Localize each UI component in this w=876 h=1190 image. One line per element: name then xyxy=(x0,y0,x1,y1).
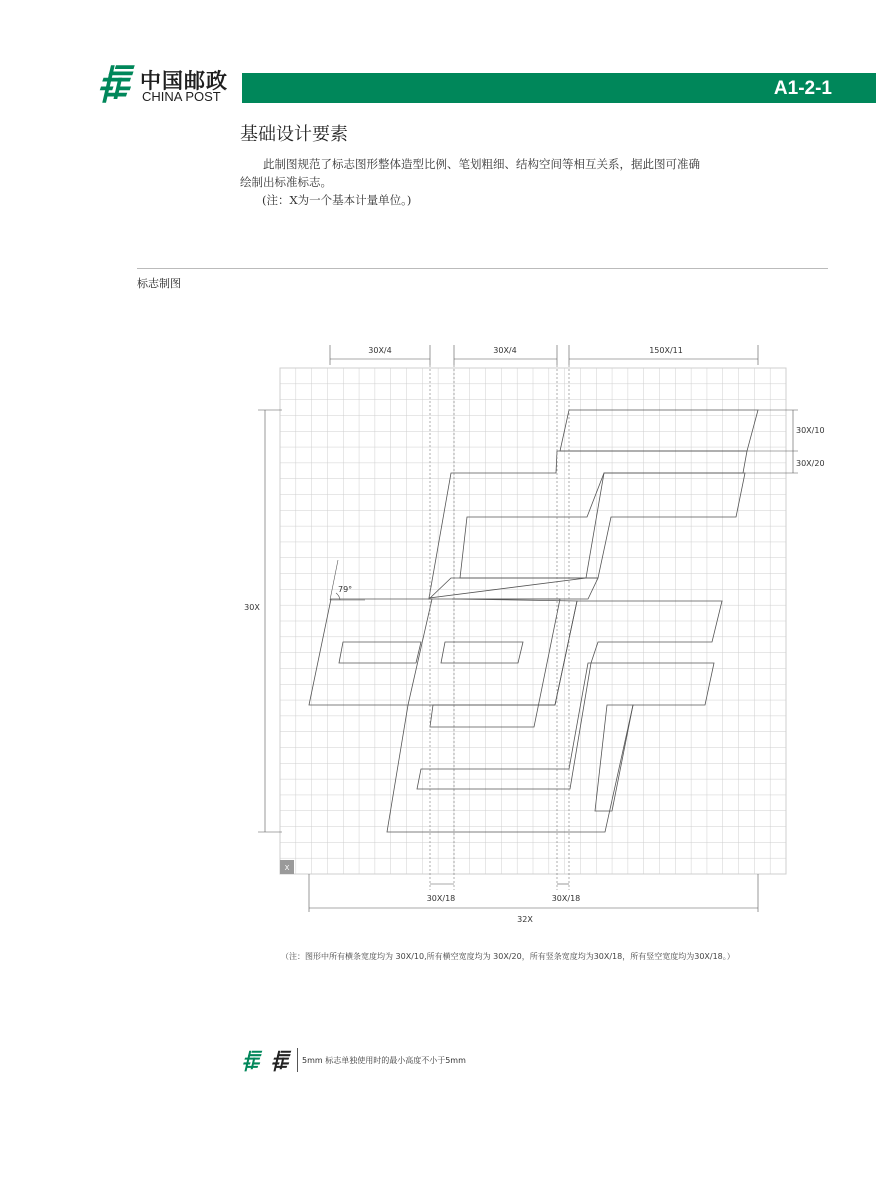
angle-label: 79° xyxy=(338,585,353,594)
page-code: A1-2-1 xyxy=(773,78,832,99)
unit-cell-label: X xyxy=(284,864,290,872)
section-note: (注：X为一个基本计量单位。) xyxy=(262,193,412,207)
dimension-label-bottom-2: 30X/18 xyxy=(551,894,581,903)
brand-name-en: CHINA POST xyxy=(142,89,221,104)
dimension-label-top-2: 30X/4 xyxy=(493,346,517,355)
min-size-text: 5mm 标志单独使用时的最小高度不小于5mm xyxy=(302,1056,466,1065)
section-title: 基础设计要素 xyxy=(240,124,348,145)
china-post-emblem-green-icon xyxy=(241,1050,263,1072)
section-description: 此制图规范了标志图形整体造型比例、笔划粗细、结构空间等相互关系，据此图可准确绘制出标准标志。 xyxy=(240,157,700,189)
dimension-label-top-3: 150X/11 xyxy=(649,346,683,355)
footnote: （注：图形中所有横条宽度均为 30X/10,所有横空宽度均为 30X/20，所有竖条宽度均为30X/18，所有竖空宽度均为30X/18。） xyxy=(281,952,735,961)
min-size-divider xyxy=(297,1048,298,1072)
brand-name-cn: 中国邮政 xyxy=(140,69,228,93)
subsection-title: 标志制图 xyxy=(137,277,181,290)
dimension-label-right-2: 30X/20 xyxy=(796,459,825,468)
dimension-label-left: 30X xyxy=(244,603,260,612)
construction-grid xyxy=(280,368,786,874)
dimension-label-right-1: 30X/10 xyxy=(796,426,825,435)
dimension-label-bottom-1: 30X/18 xyxy=(426,894,456,903)
top-dimensions xyxy=(330,345,758,365)
china-post-emblem-black-icon xyxy=(270,1050,292,1072)
dimension-label-top-1: 30X/4 xyxy=(368,346,392,355)
dimension-label-total: 32X xyxy=(517,915,533,924)
bottom-dimensions xyxy=(309,874,758,912)
left-dimension xyxy=(258,410,282,832)
